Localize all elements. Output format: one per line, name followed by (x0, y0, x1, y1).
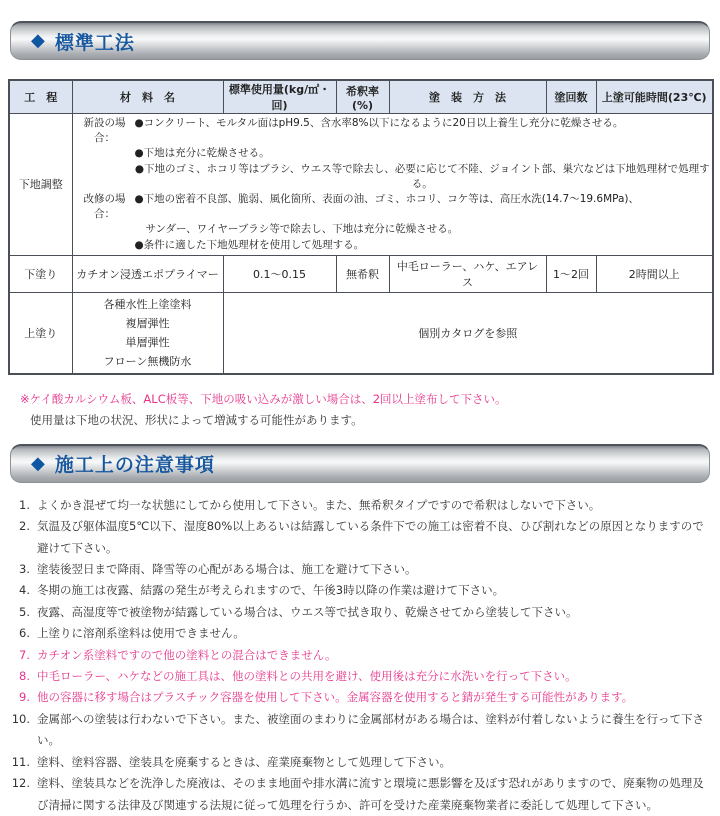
cautions-list (0, 495, 720, 816)
caution-item-3 (4, 559, 714, 580)
caution-number: 9. (19, 690, 30, 705)
caution-item-10 (4, 709, 714, 752)
caution-number: 2. (19, 519, 30, 534)
prep-line (75, 238, 711, 253)
col-header-recoat-time: 上塗可能時間(23℃) (596, 80, 713, 114)
caution-item-11 (4, 752, 714, 773)
prep-line (75, 146, 711, 161)
prep-line-label (75, 146, 135, 161)
primer-coats-cell: 1〜2回 (546, 255, 596, 292)
caution-item-4 (4, 580, 714, 601)
col-header-usage: 標準使用量(kg/㎡・回) (223, 80, 336, 114)
table-row-substrate-prep (9, 114, 713, 256)
caution-item-9 (4, 687, 714, 708)
section-title-cautions: 施工上の注意事項 (54, 454, 215, 477)
topcoat-catalog-cell: 個別カタログを参照 (223, 292, 713, 374)
caution-item-2 (4, 516, 714, 559)
caution-text: よくかき混ぜて均一な状態にしてから使用して下さい。また、無希釈タイプですので希釈はしないで下さい。 (37, 497, 601, 512)
diamond-icon: ◆ (31, 30, 45, 51)
caution-text: 塗料、塗装具などを洗浄した廃液は、そのまま地面や排水溝に流すと環境に悪影響を及ぼす恐れがありますので、廃棄物の処理及び清掃に関する法律及び関連する法規に従って処理を行うか、許可を受けた産業廃棄物業者に委託して処理して下さい。 (37, 776, 704, 812)
prep-line-label (75, 238, 135, 253)
caution-text: 塗装後翌日まで降雨、降雪等の心配がある場合は、施工を避けて下さい。 (37, 562, 417, 577)
topcoat-materials-cell (72, 292, 223, 374)
table-row-topcoat (9, 292, 713, 374)
prep-line-text: ●下地の密着不良部、脆弱、風化箇所、表面の油、ゴミ、ホコリ、コケ等は、高圧水洗(14.7〜19.6MPa)、 (134, 193, 640, 206)
caution-number: 7. (19, 647, 30, 662)
prep-line (75, 116, 711, 146)
spec-table (8, 79, 714, 375)
col-header-method: 塗 装 方 法 (389, 80, 546, 114)
process-cell-prep: 下地調整 (9, 114, 72, 256)
prep-line-text: ●下地のゴミ、ホコリ等はブラシ、ウエス等で除去し、必要に応じて不陸、ジョイント部、巣穴などは下地処理材で処理する。 (134, 162, 710, 190)
caution-text: 金属部への塗装は行わないで下さい。また、被塗面のまわりに金属部材がある場合は、塗料が付着しないように養生を行って下さい。 (37, 711, 704, 748)
note-absorption: ※ケイ酸カルシウム板、ALC板等、下地の吸い込みが激しい場合は、2回以上塗布して下さい。 (20, 391, 507, 406)
caution-number: 4. (19, 583, 30, 598)
primer-recoat-cell: 2時間以上 (596, 255, 713, 292)
caution-item-12 (4, 773, 714, 816)
prep-line-text: ●条件に適した下地処理材を使用して処理する。 (134, 238, 365, 251)
caution-number: 3. (19, 562, 30, 577)
caution-number: 12. (11, 776, 30, 791)
prep-line-label: 改修の場合： (83, 193, 126, 221)
caution-text: 夜露、高湿度等で被塗物が結露している場合は、ウエス等で拭き取り、乾燥させてから塗装して下さい。 (37, 604, 578, 619)
caution-text: 気温及び躯体温度5℃以下、湿度80%以上あるいは結露している条件下での施工は密着不良、ひび割れなどの原因となりますので避けて下さい。 (37, 519, 704, 555)
col-header-coats: 塗回数 (546, 80, 596, 114)
table-header-row (9, 80, 713, 114)
primer-method-cell: 中毛ローラー、ハケ、エアレス (389, 255, 546, 292)
prep-line-text: ●コンクリート、モルタル面はpH9.5、含水率8%以下になるように20日以上養生し充分に乾燥させる。 (134, 117, 624, 129)
caution-number: 6. (19, 626, 30, 641)
prep-line-text: サンダー、ワイヤーブラシ等で除去し、下地は充分に乾燥させる。 (145, 223, 459, 236)
caution-text: カチオン系塗料ですので他の塗料との混合はできません。 (37, 647, 337, 662)
topcoat-material: 各種水性上塗塗料 (103, 297, 192, 311)
prep-line-label (75, 222, 135, 237)
document-page (0, 21, 720, 816)
topcoat-material: 単層弾性 (125, 335, 170, 349)
section-header-standard-method (10, 21, 710, 60)
table-notes (20, 391, 720, 429)
caution-number: 1. (19, 497, 30, 512)
process-cell-topcoat: 上塗り (9, 292, 72, 374)
prep-line-text: ●下地は充分に乾燥させる。 (134, 147, 270, 160)
prep-detail-cell (72, 114, 713, 256)
primer-usage-cell: 0.1〜0.15 (223, 255, 336, 292)
caution-text: 中毛ローラー、ハケなどの施工具は、他の塗料との共用を避け、使用後は充分に水洗いを行って下さい。 (37, 669, 577, 684)
prep-line (75, 192, 711, 222)
process-cell-primer: 下塗り (9, 255, 72, 292)
primer-material-cell: カチオン浸透エポプライマー (72, 255, 223, 292)
col-header-dilution: 希釈率(%) (336, 80, 389, 114)
note-usage-variation: 使用量は下地の状況、形状によって増減する可能性があります。 (30, 412, 363, 427)
caution-item-7 (4, 645, 714, 666)
col-header-material: 材 料 名 (72, 80, 223, 114)
caution-item-5 (4, 602, 714, 623)
caution-number: 10. (11, 711, 30, 726)
caution-text: 他の容器に移す場合はプラスチック容器を使用して下さい。金属容器を使用すると錆が発生する可能性があります。 (37, 690, 634, 705)
caution-item-6 (4, 623, 714, 644)
caution-number: 8. (19, 669, 30, 684)
caution-text: 上塗りに溶剤系塗料は使用できません。 (37, 626, 245, 641)
caution-number: 11. (11, 754, 30, 769)
caution-text: 冬期の施工は夜露、結露の発生が考えられますので、午後3時以降の作業は避けて下さい。 (37, 583, 505, 598)
caution-item-1 (4, 495, 714, 516)
table-row-primer (9, 255, 713, 292)
prep-line (75, 222, 711, 237)
caution-text: 塗料、塗料容器、塗装具を廃棄するときは、産業廃棄物として処理して下さい。 (37, 754, 451, 769)
primer-dilution-cell: 無希釈 (336, 255, 389, 292)
caution-number: 5. (19, 604, 30, 619)
prep-line-label (75, 162, 135, 192)
diamond-icon: ◆ (31, 452, 45, 474)
topcoat-material: 複層弾性 (125, 316, 170, 330)
col-header-process: 工 程 (9, 80, 72, 114)
prep-line (75, 162, 711, 192)
section-title-standard-method: 標準工法 (54, 31, 135, 54)
caution-item-8 (4, 666, 714, 687)
topcoat-material: フローン無機防水 (103, 354, 192, 368)
prep-line-label: 新設の場合： (83, 117, 126, 145)
section-header-cautions (10, 444, 710, 483)
